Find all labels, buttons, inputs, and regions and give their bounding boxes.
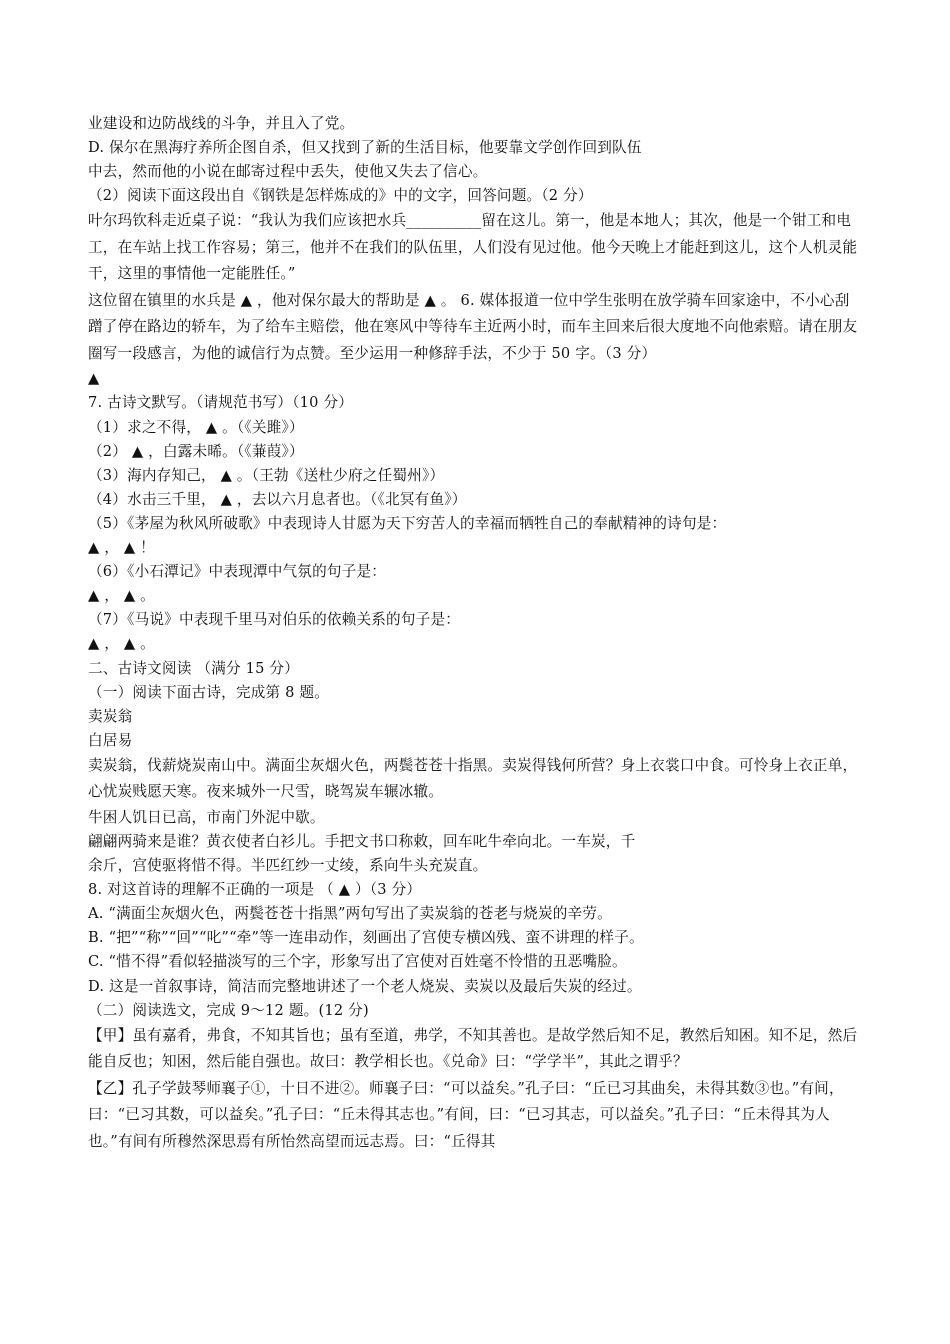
text-line: 【乙】孔子学鼓琴师襄子①，十日不进②。师襄子曰：“可以益矣。”孔子曰：“丘已习其曲矣，未得其数③也。”有间，曰：“已习其数，可以益矣。”孔子曰：“丘未得其志也。”有间，曰：“已习其志，可以益矣。”孔子曰：“丘未得其为人也。”有间有所穆然深思焉有所怡然高望而远志焉。曰：“丘得其 xyxy=(88,1079,844,1150)
text-line: 业建设和边防战线的斗争，并且入了党。 xyxy=(88,115,355,132)
document-page xyxy=(88,112,864,1155)
text-line: 7. 古诗文默写。（请规范书写）（10 分） xyxy=(88,394,354,412)
text-line: （7）《马说》中表现千里马对伯乐的依赖关系的句子是： xyxy=(88,611,461,629)
text-line: D. 这是一首叙事诗，简洁而完整地讲述了一个老人烧炭、卖炭以及最后失炭的经过。 xyxy=(88,977,642,995)
text-line: 【甲】虽有嘉肴，弗食，不知其旨也；虽有至道，弗学，不知其善也。是故学然后知不足，教然后知困。知不足，然后能自反也；知困，然后能自强也。故曰：教学相长也。《兑命》曰：“学学半”，其此之谓乎？ xyxy=(88,1026,858,1071)
text-line: 这位留在镇里的水兵是 ▲ ，他对保尔最大的帮助是 ▲ 。 6. 媒体报道一位中学生张明在放学骑车回家途中，不小心刮蹭了停在路边的轿车，为了给车主赔偿，他在寒风中等待车主近两小时，而车主回来后很大度地不向他索赔。请在朋友圈写一段感言，为他的诚信行为点赞。至少运用一种修辞手法，不少于 50 字。（3 分） xyxy=(88,291,858,362)
text-line: 叶尔玛钦科走近桌子说：“我认为我们应该把水兵__________留在这儿。第一，他是本地人；其次，他是一个钳工和电工，在车站上找工作容易；第三，他并不在我们的队伍里，人们没有见过他。他今天晚上才能赶到这儿，这个人机灵能干，这里的事情他一定能胜任。” xyxy=(88,212,858,283)
text-line: 卖炭翁 xyxy=(88,707,133,725)
text-line: （4）水击三千里， ▲ ，去以六月息者也。（《北冥有鱼》） xyxy=(88,490,467,508)
text-line: ▲ ， ▲ 。 xyxy=(88,587,155,605)
text-line: 余斤，宫使驱将惜不得。半匹红纱一丈绫，系向牛头充炭直。 xyxy=(88,857,488,875)
text-line: （6）《小石潭记》中表现潭中气氛的句子是： xyxy=(88,563,387,581)
text-line: （2） ▲ ，白露未晞。（《蒹葭》） xyxy=(88,442,304,460)
text-line: 二、古诗文阅读 （满分 15 分） xyxy=(88,659,300,677)
text-line: 中去，然而他的小说在邮寄过程中丢失，使他又失去了信心。 xyxy=(88,163,488,181)
text-line: （1）求之不得， ▲ 。（《关雎》） xyxy=(88,418,304,436)
text-line: 牛困人饥日已高，市南门外泥中歇。 xyxy=(88,808,325,826)
text-line: B. “把”“称”“回”“叱”“牵”等一连串动作，刻画出了宫使专横凶残、蛮不讲理的样子。 xyxy=(88,929,644,947)
text-line: （3）海内存知己， ▲ 。（王勃《送杜少府之任蜀州》） xyxy=(88,466,445,484)
text-line: ▲ ， ▲ 。 xyxy=(88,635,155,653)
text-line: ▲ ， ▲ ！ xyxy=(88,539,155,557)
text-line: A. “满面尘灰烟火色，两鬓苍苍十指黑”两句写出了卖炭翁的苍老与烧炭的辛劳。 xyxy=(88,905,612,923)
text-line: 8. 对这首诗的理解不正确的一项是 （ ▲ ）（3 分） xyxy=(88,881,422,899)
text-line: （二）阅读选文，完成 9～12 题。(12 分) xyxy=(88,1001,369,1019)
text-line: （2）阅读下面这段出自《钢铁是怎样炼成的》中的文字，回答问题。（2 分） xyxy=(88,187,593,205)
text-line: C. “惜不得”看似轻描淡写的三个字，形象写出了宫使对百姓毫不怜惜的丑恶嘴脸。 xyxy=(88,953,627,971)
text-line: 卖炭翁，伐薪烧炭南山中。满面尘灰烟火色，两鬓苍苍十指黑。卖炭得钱何所营？身上衣裳口中食。可怜身上衣正单，心忧炭贱愿天寒。夜来城外一尺雪，晓驾炭车辗冰辙。 xyxy=(88,756,858,801)
text-line: 翩翩两骑来是谁？黄衣使者白衫儿。手把文书口称敕，回车叱牛牵向北。一车炭，千 xyxy=(88,832,636,850)
text-line: ▲ xyxy=(88,370,100,388)
text-line: （一）阅读下面古诗，完成第 8 题。 xyxy=(88,683,330,701)
text-line: （5）《茅屋为秋风所破歌》中表现诗人甘愿为天下穷苦人的幸福而牺牲自己的奉献精神的诗句是： xyxy=(88,514,727,532)
text-line: 白居易 xyxy=(88,731,133,749)
text-line: D. 保尔在黑海疗养所企图自杀，但又找到了新的生活目标，他要靠文学创作回到队伍 xyxy=(88,139,642,157)
